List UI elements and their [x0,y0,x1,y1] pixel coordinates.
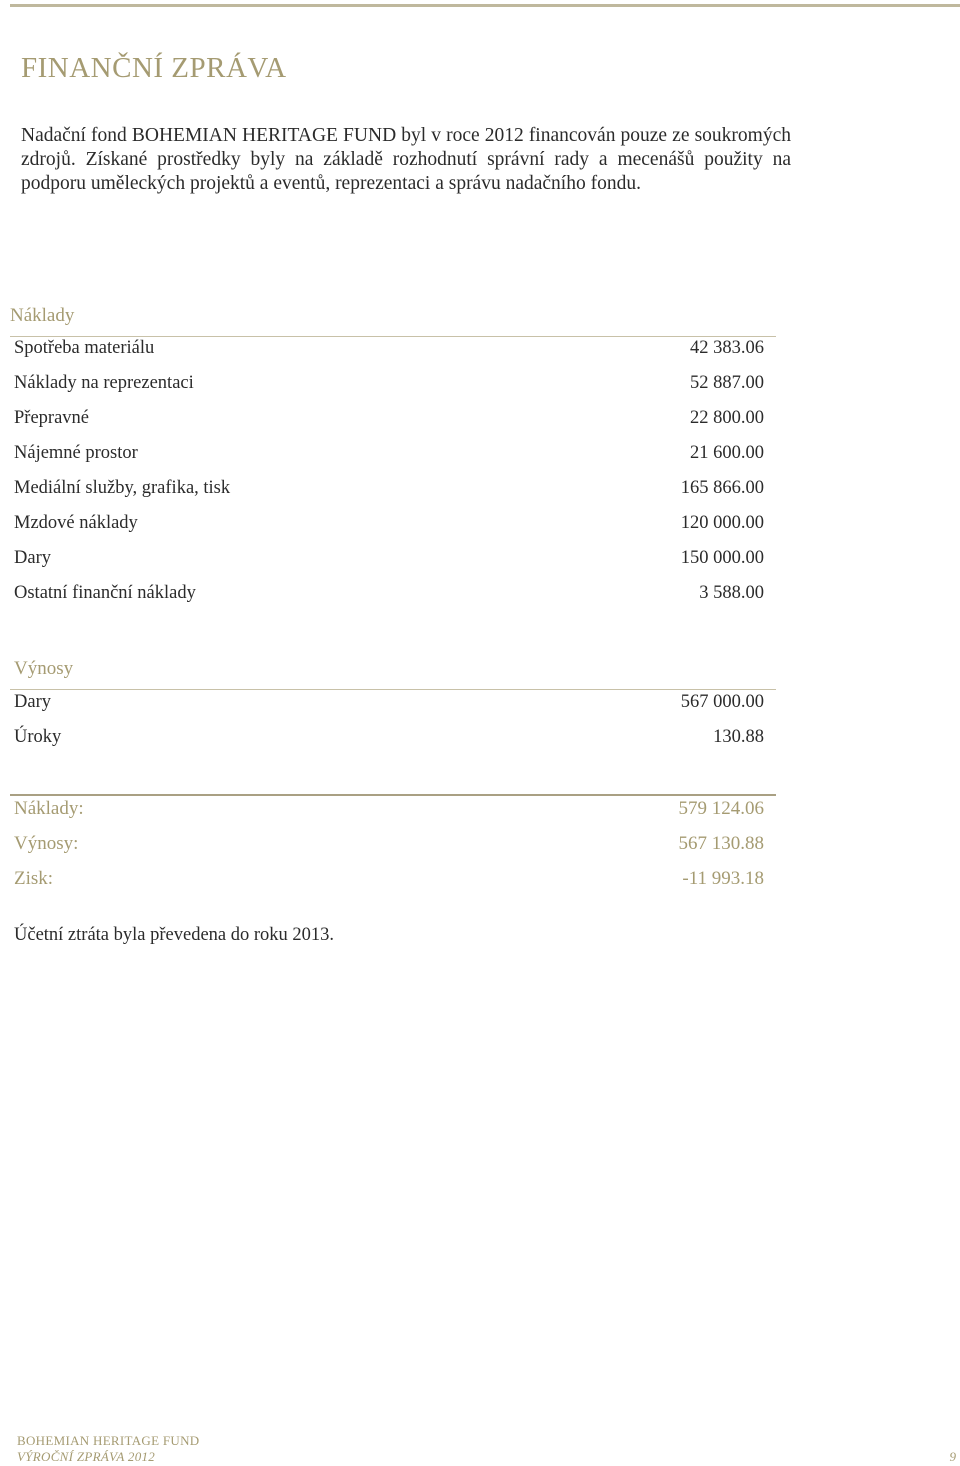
revenues-heading: Výnosy [14,658,74,679]
revenue-row [14,692,764,727]
page-title: FINANČNÍ ZPRÁVA [21,52,287,84]
page-number: 9 [949,1449,956,1464]
expense-value: 52 887.00 [690,373,764,393]
expense-label: Spotřeba materiálu [14,338,155,358]
total-value: 579 124.06 [678,798,764,819]
expense-value: 120 000.00 [680,513,764,533]
expense-value: 21 600.00 [690,443,764,463]
total-value: -11 993.18 [682,868,764,889]
total-row [14,798,764,833]
expense-label: Ostatní finanční náklady [14,583,196,603]
total-row [14,868,764,903]
total-label: Zisk: [14,868,54,889]
top-divider [10,4,960,7]
totals-divider [10,794,776,796]
expense-value: 3 588.00 [699,583,764,603]
expense-row [14,548,764,583]
expense-label: Přepravné [14,408,89,428]
totals-table [14,798,764,903]
total-label: Výnosy: [14,833,79,854]
expense-value: 165 866.00 [680,478,764,498]
expense-value: 22 800.00 [690,408,764,428]
expense-row [14,373,764,408]
footer-report-title: VÝROČNÍ ZPRÁVA 2012 [17,1449,156,1464]
expense-value: 150 000.00 [680,548,764,568]
expense-value: 42 383.06 [690,338,764,358]
revenue-row [14,727,764,762]
expenses-heading: Náklady [10,305,75,326]
expense-label: Nájemné prostor [14,443,138,463]
intro-paragraph: Nadační fond BOHEMIAN HERITAGE FUND byl v roce 2012 financován pouze ze soukromých zdrojů. Získané prostředky byly na základě rozhodnutí správní rady a mecenášů použity na podporu uměleckých projektů a eventů, reprezentaci a správu nadačního fondu. [21,125,791,194]
footer-organization: BOHEMIAN HERITAGE FUND [17,1433,200,1448]
expense-row [14,583,764,618]
expenses-table [14,338,764,618]
loss-note: Účetní ztráta byla převedena do roku 2013. [14,925,335,945]
revenues-table [14,692,764,762]
expense-label: Mediální služby, grafika, tisk [14,478,231,498]
revenue-label: Dary [14,692,51,712]
expense-row [14,478,764,513]
total-row [14,833,764,868]
expense-row [14,513,764,548]
revenue-value: 130.88 [713,727,764,747]
revenues-divider [10,689,776,690]
expense-label: Dary [14,548,51,568]
total-label: Náklady: [14,798,84,819]
revenue-value: 567 000.00 [680,692,764,712]
expense-row [14,408,764,443]
expense-row [14,443,764,478]
revenue-label: Úroky [14,727,62,747]
expense-label: Mzdové náklady [14,513,138,533]
total-value: 567 130.88 [678,833,764,854]
expense-row [14,338,764,373]
expense-label: Náklady na reprezentaci [14,373,194,393]
expenses-divider [10,336,776,337]
